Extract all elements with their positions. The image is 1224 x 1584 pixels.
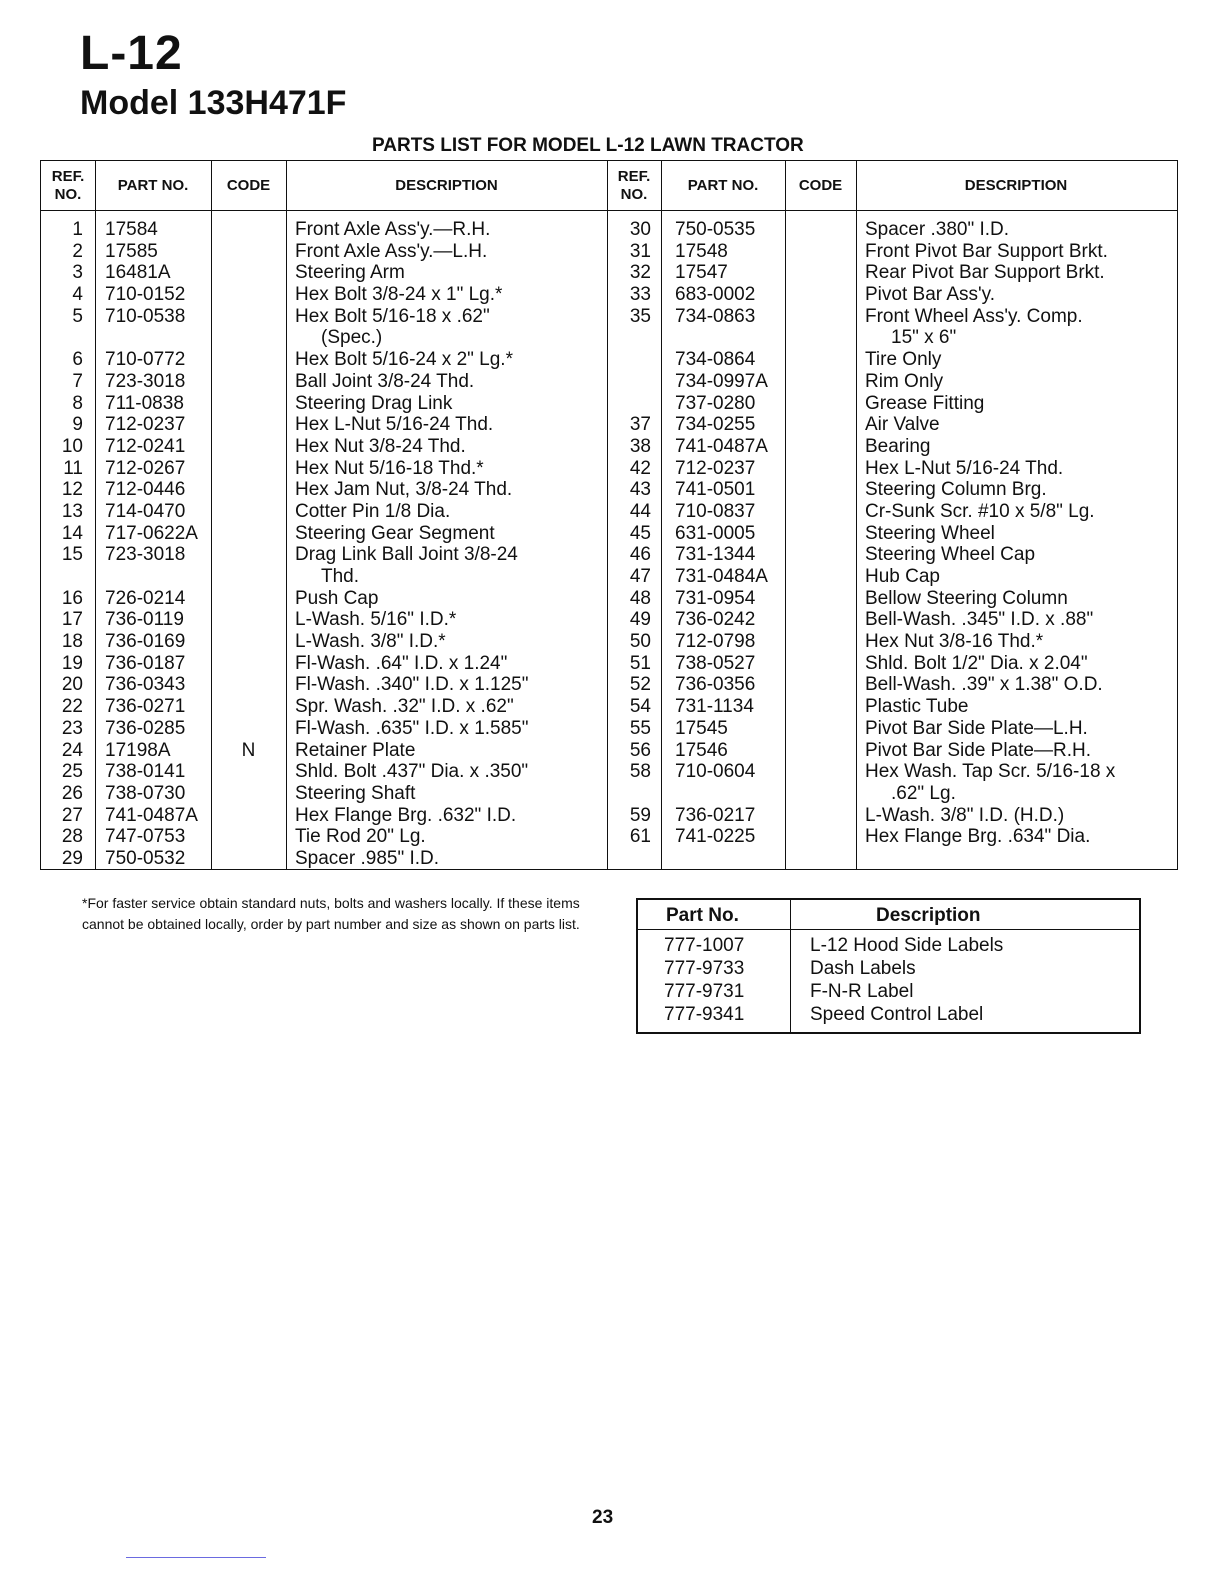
table-cell: 18 (61, 631, 83, 653)
table-cell: Steering Drag Link (295, 392, 453, 414)
table-cell: Bearing (865, 435, 931, 457)
table-cell: 12 (61, 479, 83, 501)
table-cell: 710-0837 (675, 500, 756, 522)
table-cell: Hex Nut 5/16-18 Thd.* (295, 457, 484, 479)
table-cell: 27 (61, 804, 83, 826)
table-cell: Spacer .985" I.D. (295, 847, 440, 869)
table-cell: 54 (629, 696, 651, 718)
table-cell: 738-0141 (105, 761, 186, 783)
table-cell: 17584 (105, 219, 158, 240)
table-cell: 33 (629, 284, 651, 306)
table-cell: Hex Flange Brg. .632" I.D. (295, 804, 517, 826)
table-cell: 731-0954 (675, 587, 756, 609)
table-cell: 13 (61, 500, 83, 522)
table-cell: Hex Wash. Tap Scr. 5/16-18 x (865, 761, 1116, 783)
table-cell (607, 327, 651, 349)
table-cell: 17 (61, 609, 83, 631)
table-cell: 731-0484A (675, 566, 768, 587)
table-cell: Bellow Steering Column (865, 587, 1068, 609)
table-cell: Steering Arm (295, 262, 405, 284)
table-cell: 45 (629, 522, 651, 544)
table-cell: 22 (61, 696, 83, 718)
right-description-column (865, 219, 1115, 848)
column-divider (790, 900, 791, 1032)
table-cell: 750-0535 (675, 219, 756, 240)
table-cell (211, 761, 286, 783)
table-cell (105, 327, 198, 349)
table-cell (211, 262, 286, 284)
table-cell (211, 458, 286, 480)
parts-table (40, 160, 1178, 870)
right-ref-column (607, 219, 651, 848)
table-cell (211, 609, 286, 631)
table-cell: 17585 (105, 240, 158, 262)
table-cell (607, 393, 651, 415)
table-cell: Air Valve (865, 414, 940, 436)
table-cell: L-Wash. 3/8" I.D. (H.D.) (865, 804, 1065, 826)
table-cell: 734-0997A (675, 370, 768, 392)
table-cell (675, 327, 768, 349)
table-cell (675, 783, 768, 805)
table-cell: 631-0005 (675, 522, 756, 544)
left-description-column (295, 219, 528, 870)
table-cell (211, 393, 286, 415)
table-cell: 55 (629, 717, 651, 739)
label-description: F-N-R Label (810, 981, 914, 1002)
table-cell: 747-0753 (105, 826, 186, 848)
table-cell (211, 436, 286, 458)
table-cell: 712-0267 (105, 457, 186, 479)
divider-line (126, 1557, 266, 1558)
table-cell: 17198A (105, 739, 171, 761)
label-description: Speed Control Label (810, 1004, 984, 1025)
table-cell: 736-0119 (105, 609, 184, 631)
table-cell: Fl-Wash. .340" I.D. x 1.125" (295, 674, 529, 696)
table-cell: 19 (61, 652, 83, 674)
table-cell: 712-0446 (105, 479, 186, 501)
table-cell: Hex L-Nut 5/16-24 Thd. (295, 414, 494, 436)
table-cell: 9 (72, 414, 83, 436)
table-cell: 710-0152 (105, 284, 186, 306)
table-cell: Hex Bolt 5/16-18 x .62" (295, 305, 490, 327)
table-cell (211, 718, 286, 740)
table-cell: 3 (72, 262, 83, 284)
table-cell: Steering Wheel (865, 522, 995, 544)
label-part-no: 777-1007 (664, 935, 745, 956)
table-cell (211, 653, 286, 675)
table-cell (607, 349, 651, 371)
table-cell: 43 (629, 479, 651, 501)
table-cell: 35 (629, 305, 651, 327)
table-cell: 31 (629, 240, 651, 262)
table-cell: Hex Jam Nut, 3/8-24 Thd. (295, 479, 513, 501)
header-part-no-2: PART NO. (687, 176, 759, 194)
table-cell: 20 (61, 674, 83, 696)
table-cell: 15" x 6" (891, 327, 957, 349)
table-cell: 712-0798 (675, 631, 756, 653)
column-divider (661, 161, 662, 869)
table-cell: 24 (61, 739, 83, 761)
page-number: 23 (592, 1507, 614, 1528)
table-cell: 712-0237 (675, 457, 756, 479)
label-description: L-12 Hood Side Labels (810, 935, 1004, 956)
table-cell: 38 (629, 435, 651, 457)
parts-list-title: PARTS LIST FOR MODEL L-12 LAWN TRACTOR (372, 135, 804, 156)
table-cell: Front Axle Ass'y.—R.H. (295, 219, 491, 240)
table-cell: 736-0217 (675, 804, 756, 826)
table-cell: 734-0864 (675, 349, 756, 371)
header-code-2: CODE (798, 176, 843, 194)
table-cell: 44 (629, 500, 651, 522)
table-cell: 717-0622A (105, 522, 198, 544)
table-cell: .62" Lg. (891, 782, 956, 804)
table-cell: Pivot Bar Ass'y. (865, 284, 995, 306)
table-cell: 712-0237 (105, 414, 186, 436)
table-cell: (Spec.) (321, 327, 383, 349)
table-cell (211, 783, 286, 805)
header-ref-no: REF. NO. (51, 168, 85, 203)
column-divider (856, 161, 857, 869)
table-cell: L-Wash. 3/8" I.D.* (295, 631, 446, 653)
table-cell (211, 826, 286, 848)
table-cell: Rear Pivot Bar Support Brkt. (865, 262, 1105, 284)
table-cell: 741-0487A (675, 435, 768, 457)
table-cell: 1 (72, 219, 83, 240)
table-cell (211, 284, 286, 306)
table-cell: 16481A (105, 262, 171, 284)
table-cell: Steering Gear Segment (295, 522, 495, 544)
table-cell: 736-0242 (675, 609, 756, 631)
left-code-column (211, 219, 286, 870)
table-cell: 61 (629, 826, 651, 848)
table-cell: Grease Fitting (865, 392, 985, 414)
table-cell: Pivot Bar Side Plate—R.H. (865, 739, 1091, 761)
table-cell (211, 414, 286, 436)
table-cell: 42 (629, 457, 651, 479)
table-cell: 15 (61, 544, 83, 566)
model-number: Model 133H471F (80, 84, 347, 122)
table-cell: 11 (63, 457, 83, 479)
table-cell: 14 (61, 522, 83, 544)
table-cell: 711-0838 (105, 392, 184, 414)
table-cell (211, 588, 286, 610)
table-cell: 710-0604 (675, 761, 756, 783)
table-cell: 52 (629, 674, 651, 696)
column-divider (785, 161, 786, 869)
table-cell: 710-0772 (105, 349, 186, 371)
table-cell (211, 631, 286, 653)
table-cell: 59 (629, 804, 651, 826)
label-description: Dash Labels (810, 958, 916, 979)
table-cell: 17545 (675, 717, 728, 739)
table-cell (211, 241, 286, 263)
column-divider (286, 161, 287, 869)
table-cell: 750-0532 (105, 847, 186, 869)
table-cell: 17547 (675, 262, 728, 284)
table-cell: 2 (72, 240, 83, 262)
table-cell: 736-0187 (105, 652, 186, 674)
table-cell: 710-0538 (105, 305, 186, 327)
table-cell (607, 783, 651, 805)
table-cell (211, 674, 286, 696)
table-cell: 46 (629, 544, 651, 566)
table-cell: 712-0241 (105, 435, 186, 457)
table-cell: 4 (72, 284, 83, 306)
table-cell: 726-0214 (105, 587, 186, 609)
table-cell: N (241, 739, 256, 761)
table-cell: Front Wheel Ass'y. Comp. (865, 305, 1083, 327)
table-cell: 10 (61, 435, 83, 457)
table-cell: 30 (629, 219, 651, 240)
table-cell: Front Pivot Bar Support Brkt. (865, 240, 1108, 262)
table-cell: 23 (61, 717, 83, 739)
table-cell: 29 (61, 847, 83, 869)
table-cell (105, 566, 198, 588)
table-cell: 736-0356 (675, 674, 756, 696)
table-cell: 32 (629, 262, 651, 284)
table-cell: Bell-Wash. .345" I.D. x .88" (865, 609, 1094, 631)
table-cell: Rim Only (865, 370, 944, 392)
table-cell: Spacer .380" I.D. (865, 219, 1010, 240)
table-cell (211, 306, 286, 328)
table-cell: Fl-Wash. .64" I.D. x 1.24" (295, 652, 508, 674)
table-cell: Retainer Plate (295, 739, 416, 761)
table-cell: Front Axle Ass'y.—L.H. (295, 240, 488, 262)
table-cell: 741-0501 (675, 479, 756, 501)
table-cell: Thd. (321, 566, 360, 587)
footnote: *For faster service obtain standard nuts, bolts and washers locally. If these items cannot be obtained locally, order by part number and size as shown on parts list. (82, 895, 580, 932)
table-cell: 17546 (675, 739, 728, 761)
table-cell (211, 371, 286, 393)
table-cell (41, 566, 83, 588)
table-cell (607, 371, 651, 393)
labels-table (636, 898, 1141, 1034)
table-cell: 49 (629, 609, 651, 631)
table-cell (211, 523, 286, 545)
table-cell: Steering Wheel Cap (865, 544, 1036, 566)
table-cell: Shld. Bolt .437" Dia. x .350" (295, 761, 529, 783)
header-divider (41, 210, 1177, 211)
table-cell: 736-0285 (105, 717, 186, 739)
table-cell: Steering Column Brg. (865, 479, 1047, 501)
table-cell: 48 (629, 587, 651, 609)
column-divider (95, 161, 96, 869)
table-cell: 6 (72, 349, 83, 371)
table-cell: 5 (72, 305, 83, 327)
table-cell: Drag Link Ball Joint 3/8-24 (295, 544, 518, 566)
table-cell: 731-1344 (675, 544, 756, 566)
header-part-no: Part No. (666, 905, 739, 926)
table-cell: 737-0280 (675, 392, 756, 414)
right-part-column (675, 219, 768, 848)
table-cell: 8 (72, 392, 83, 414)
table-cell: Hub Cap (865, 566, 940, 587)
table-cell: Cr-Sunk Scr. #10 x 5/8" Lg. (865, 500, 1095, 522)
table-cell: 58 (629, 761, 651, 783)
table-cell: 731-1134 (675, 696, 754, 718)
table-cell: Hex Bolt 5/16-24 x 2" Lg.* (295, 349, 513, 371)
table-cell: 714-0470 (105, 500, 186, 522)
table-cell: Steering Shaft (295, 782, 416, 804)
table-cell: Push Cap (295, 587, 379, 609)
table-cell: Hex Nut 3/8-16 Thd.* (865, 631, 1044, 653)
page-title: L-12 (80, 27, 183, 80)
table-cell: Hex Nut 3/8-24 Thd. (295, 435, 466, 457)
header-code: CODE (226, 176, 271, 194)
table-cell: 741-0487A (105, 804, 198, 826)
table-cell: 734-0255 (675, 414, 756, 436)
table-cell (211, 566, 286, 588)
table-cell (211, 805, 286, 827)
table-cell: 723-3018 (105, 544, 186, 566)
table-cell: 17548 (675, 240, 728, 262)
header-part-no: PART NO. (117, 176, 189, 194)
header-description-2: DESCRIPTION (964, 176, 1068, 194)
table-cell: Shld. Bolt 1/2" Dia. x 2.04" (865, 652, 1088, 674)
table-cell: 25 (61, 761, 83, 783)
label-part-no: 777-9341 (664, 1004, 745, 1025)
table-cell: Cotter Pin 1/8 Dia. (295, 500, 451, 522)
table-cell: L-Wash. 5/16" I.D.* (295, 609, 457, 631)
table-cell (211, 479, 286, 501)
header-description: DESCRIPTION (395, 176, 498, 194)
table-cell: Hex L-Nut 5/16-24 Thd. (865, 457, 1064, 479)
table-cell: 683-0002 (675, 284, 756, 306)
table-cell: 734-0863 (675, 305, 756, 327)
table-cell: 7 (72, 370, 83, 392)
table-cell: Fl-Wash. .635" I.D. x 1.585" (295, 717, 529, 739)
table-cell (211, 327, 286, 349)
table-cell: Bell-Wash. .39" x 1.38" O.D. (865, 674, 1103, 696)
table-cell: Spr. Wash. .32" I.D. x .62" (295, 696, 514, 718)
header-ref-no-2: REF. NO. (617, 168, 651, 203)
table-cell: Ball Joint 3/8-24 Thd. (295, 370, 475, 392)
table-cell: Pivot Bar Side Plate—L.H. (865, 717, 1088, 739)
table-cell: 47 (629, 566, 651, 587)
table-cell: 736-0271 (105, 696, 186, 718)
table-cell: 51 (629, 652, 651, 674)
label-part-no: 777-9731 (664, 981, 745, 1002)
table-cell: 738-0730 (105, 782, 186, 804)
table-cell: Plastic Tube (865, 696, 969, 718)
table-cell: Hex Bolt 3/8-24 x 1" Lg.* (295, 284, 503, 306)
table-cell: 736-0343 (105, 674, 186, 696)
table-cell: 738-0527 (675, 652, 756, 674)
table-cell: Tie Rod 20" Lg. (295, 826, 426, 848)
table-cell (211, 696, 286, 718)
header-description: Description (876, 905, 981, 926)
table-cell (211, 848, 286, 870)
table-cell (211, 501, 286, 523)
table-cell (211, 544, 286, 566)
left-ref-column (41, 219, 83, 870)
table-cell: 741-0225 (675, 826, 756, 848)
table-cell: 16 (61, 587, 83, 609)
table-cell (211, 219, 286, 241)
table-cell: Hex Flange Brg. .634" Dia. (865, 826, 1091, 848)
left-part-column (105, 219, 198, 870)
table-cell: Tire Only (865, 349, 942, 371)
label-part-no: 777-9733 (664, 958, 745, 979)
table-cell (41, 327, 83, 349)
table-cell: 736-0169 (105, 631, 186, 653)
table-cell (211, 349, 286, 371)
table-cell: 50 (629, 631, 651, 653)
table-cell: 28 (61, 826, 83, 848)
table-cell: 26 (61, 782, 83, 804)
table-cell: 56 (629, 739, 651, 761)
table-cell: 723-3018 (105, 370, 186, 392)
table-cell: 37 (629, 414, 651, 436)
